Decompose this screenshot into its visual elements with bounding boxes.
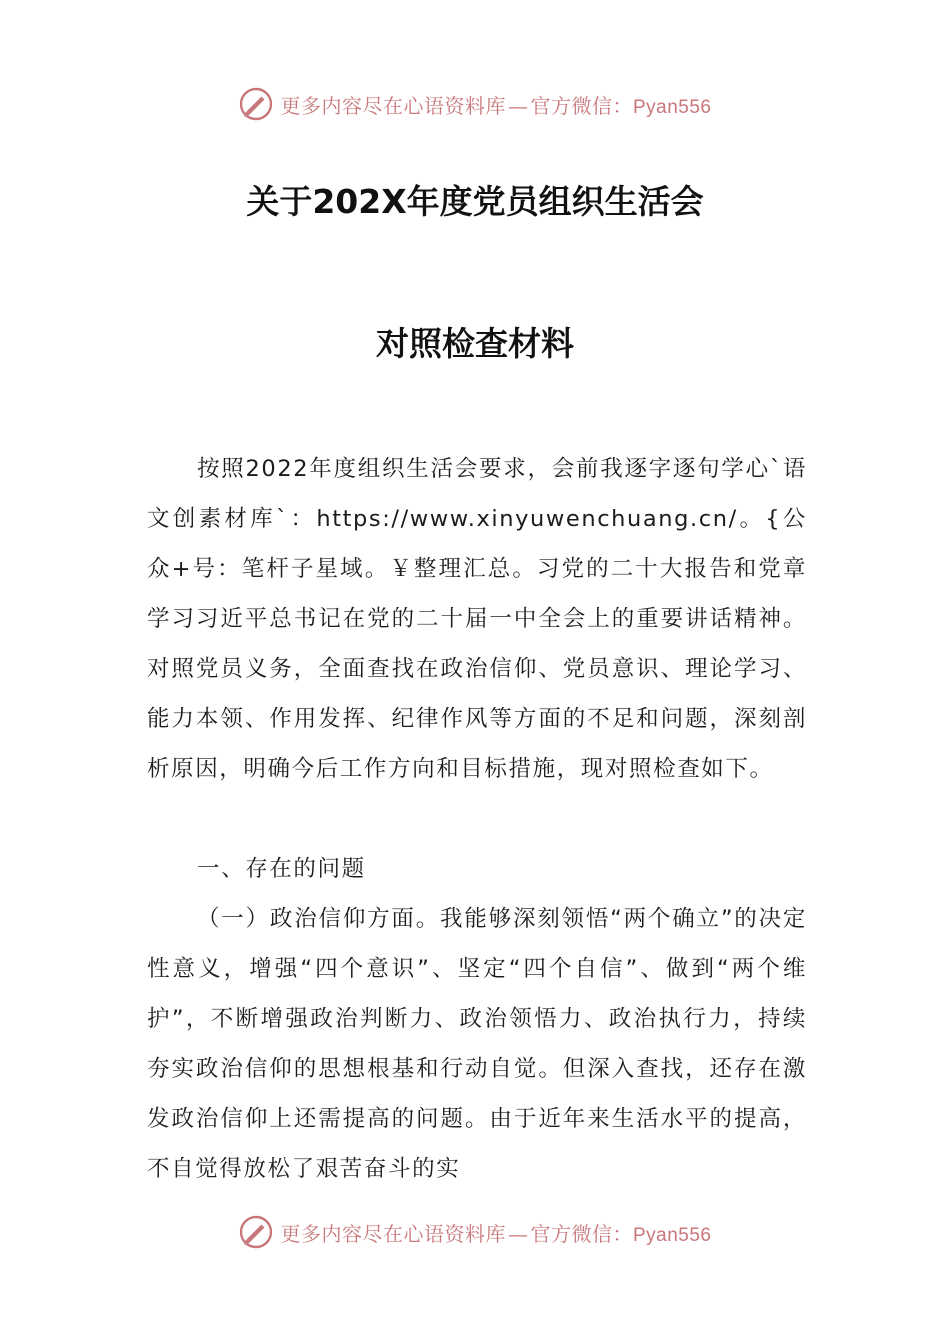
watermark-text: 更多内容尽在心语资料库: [280, 93, 506, 118]
intro-paragraph: 按照2022年度组织生活会要求，会前我逐字逐句学心`语文创素材库`：https://www.xinyuwenchuang.cn/。{公众+号：笔杆子星域。￥整理汇总。习党的二十大报告和党章学习习近平总书记在党的二十届一中全会上的重要讲话精神。对照党员义务，全面查找在政治信仰、党员意识、理论学习、能力本领、作用发挥、纪律作风等方面的不足和问题，深刻剖析原因，明确今后工作方向和目标措施，现对照检查如下。: [147, 456, 807, 782]
document-title-line2: 对照检查材料: [376, 324, 574, 363]
watermark-separator: —: [507, 93, 529, 118]
section-paragraph: （一）政治信仰方面。我能够深刻领悟“两个确立”的决定性意义，增强“四个意识”、坚定“四个自信”、做到“两个维护”，不断增强政治判断力、政治领悟力、政治执行力，持续夯实政治信仰的思想根基和行动自觉。但深入查找，还存在激发政治信仰上还需提高的问题。由于近年来生活水平的提高，不自觉得放松了艰苦奋斗的实: [147, 906, 807, 1182]
watermark-footer: [0, 1210, 950, 1254]
watermark-separator: —: [507, 1221, 529, 1246]
section-paragraph-block: [147, 894, 807, 1194]
document-title-line1: 关于202X年度党员组织生活会: [246, 182, 704, 221]
watermark-official: 官方微信：: [530, 1221, 633, 1246]
section-heading-block: [147, 844, 807, 894]
section-heading: 一、存在的问题: [197, 856, 366, 882]
watermark-header: [0, 82, 950, 126]
watermark-official: 官方微信：: [530, 93, 633, 118]
watermark-id: Pyan556: [632, 96, 712, 118]
pen-logo-icon: [238, 1214, 274, 1250]
watermark-id: Pyan556: [632, 1224, 712, 1246]
intro-paragraph-block: [147, 444, 807, 794]
pen-logo-icon: [238, 86, 274, 122]
watermark-text: 更多内容尽在心语资料库: [280, 1221, 506, 1246]
